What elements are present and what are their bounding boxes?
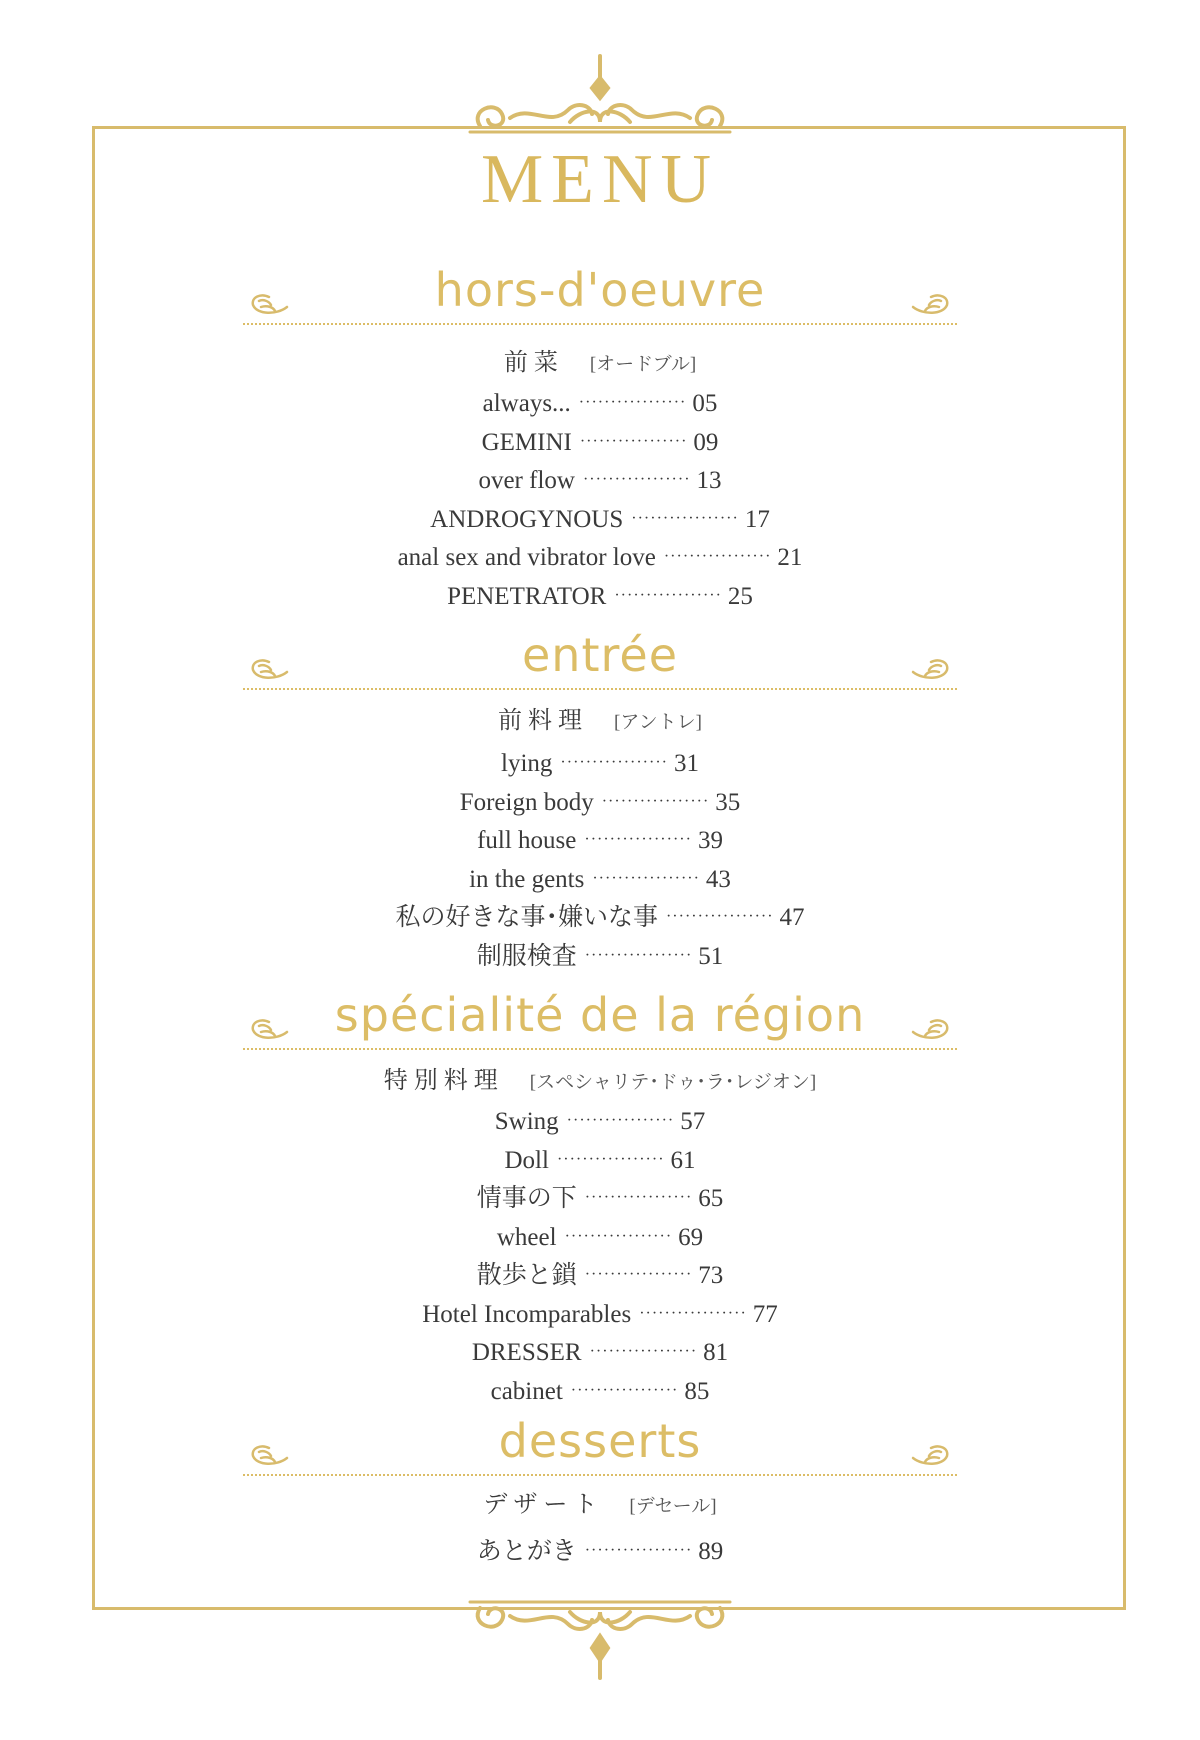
subtitle-jp: 前菜: [503, 350, 564, 376]
section-heading-desserts: [243, 1406, 957, 1476]
subtitle-kana: [スペシャリテ･ドゥ･ラ･レジオン]: [529, 1072, 817, 1093]
menu-item[interactable]: Swing ················· 57: [494, 1108, 706, 1135]
section-list: [0, 1534, 1200, 1573]
dotted-divider: [243, 688, 957, 690]
section-list: [0, 1104, 1200, 1412]
menu-item[interactable]: full house ················· 39: [477, 827, 723, 854]
section-subtitle: [0, 342, 1200, 377]
section-heading-text: hors-d'oeuvre: [434, 263, 766, 317]
section-heading-text: desserts: [498, 1414, 702, 1468]
section-list: [0, 746, 1200, 977]
dotted-divider: [243, 1048, 957, 1050]
menu-item[interactable]: 散歩と鎖 ················· 73: [476, 1262, 724, 1289]
menu-item[interactable]: あとがき ················· 89: [476, 1538, 724, 1565]
subtitle-kana: [アントレ]: [614, 712, 702, 733]
section-heading-text: spécialité de la région: [334, 988, 866, 1042]
menu-item[interactable]: 情事の下 ················· 65: [476, 1185, 724, 1212]
menu-item[interactable]: GEMINI ················· 09: [481, 428, 719, 456]
dotted-divider: [243, 323, 957, 325]
wing-icon: [909, 652, 953, 682]
wing-icon: [909, 287, 953, 317]
top-scroll-ornament-icon: [450, 48, 750, 138]
menu-item[interactable]: lying ················· 31: [501, 750, 699, 777]
subtitle-jp: デザート: [483, 1492, 604, 1518]
menu-item[interactable]: anal sex and vibrator love ················· 21: [397, 544, 803, 571]
wing-icon: [909, 1012, 953, 1042]
subtitle-kana: [デセール]: [629, 1496, 717, 1517]
page-title: MENU: [480, 141, 720, 218]
menu-item[interactable]: Doll ················· 61: [504, 1146, 696, 1174]
section-list: [0, 386, 1200, 617]
wing-icon: [909, 1438, 953, 1468]
section-subtitle: [0, 1484, 1200, 1519]
subtitle-jp: 特別料理: [383, 1068, 504, 1094]
menu-item[interactable]: PENETRATOR ················· 25: [447, 582, 753, 610]
dotted-divider: [243, 1474, 957, 1476]
menu-item[interactable]: 制服検査 ················· 51: [476, 942, 724, 970]
bottom-scroll-ornament-icon: [450, 1596, 750, 1686]
subtitle-kana: [オードブル]: [589, 354, 697, 375]
menu-item[interactable]: Hotel Incomparables ················· 77: [422, 1300, 778, 1328]
menu-item[interactable]: over flow ················· 13: [478, 467, 722, 494]
menu-item[interactable]: always... ················· 05: [482, 390, 718, 417]
section-subtitle: [0, 700, 1200, 735]
menu-item[interactable]: wheel ················· 69: [496, 1223, 704, 1251]
menu-item[interactable]: 私の好きな事･嫌いな事 ················· 47: [395, 904, 805, 931]
menu-item[interactable]: DRESSER ················· 81: [471, 1339, 729, 1366]
menu-item[interactable]: in the gents ················· 43: [469, 865, 731, 893]
section-heading-specialite: [243, 980, 957, 1050]
section-heading-text: entrée: [522, 628, 678, 682]
section-heading-hors-doeuvre: [243, 255, 957, 325]
section-subtitle: [0, 1060, 1200, 1095]
menu-item[interactable]: Foreign body ················· 35: [459, 788, 741, 816]
menu-item[interactable]: cabinet ················· 85: [490, 1377, 710, 1405]
menu-item[interactable]: ANDROGYNOUS ················· 17: [430, 505, 770, 533]
section-heading-entree: [243, 620, 957, 690]
subtitle-jp: 前料理: [498, 708, 589, 734]
